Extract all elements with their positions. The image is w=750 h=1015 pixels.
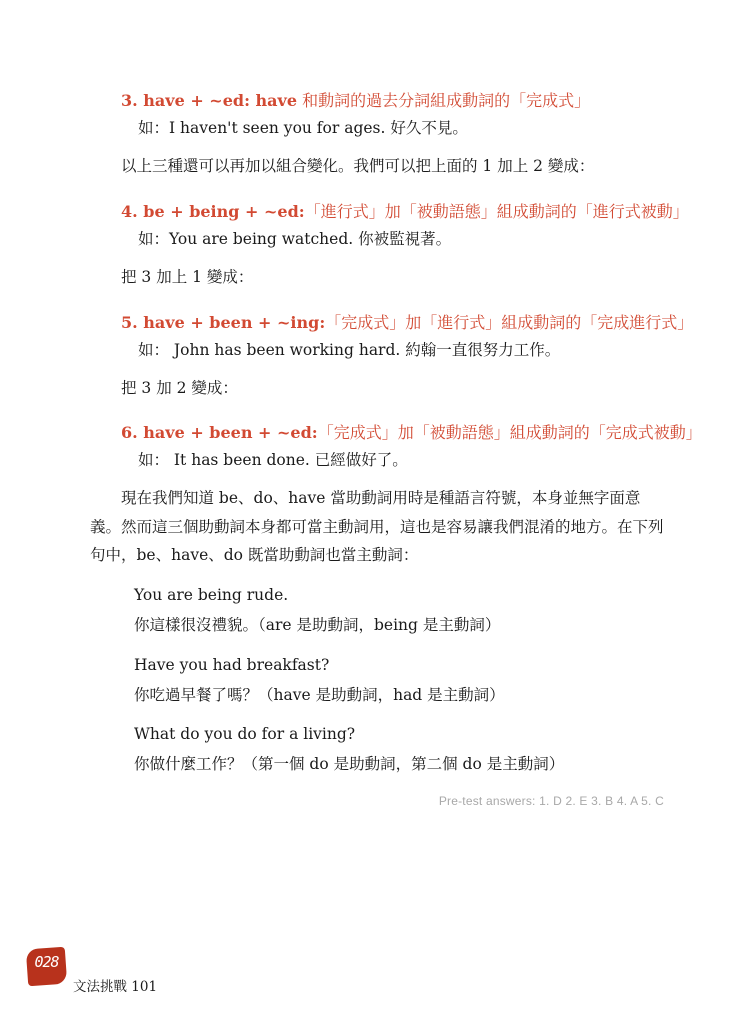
example-3-chinese: 你做什麼工作？（第一個 do 是助動詞，第二個 do 是主動詞） (134, 755, 565, 773)
pretest-answers: Pre-test answers: 1. D 2. E 3. B 4. A 5. C (438, 794, 664, 808)
intro-combination: 以上三種還可以再加以組合變化。我們可以把上面的 1 加上 2 變成： (121, 157, 595, 175)
section-4-formula: 4. be + being + ~ed: (121, 202, 305, 221)
section-6-heading (121, 420, 702, 443)
example-2-english: Have you had breakfast? (134, 656, 330, 674)
example-3-english: What do you do for a living? (134, 725, 356, 743)
section-3-description: 和動詞的過去分詞組成動詞的「完成式」 (297, 91, 591, 110)
book-title: 文法挑戰 101 (73, 979, 158, 995)
explanation-paragraph: 現在我們知道 be、do、have 當助動詞用時是種語言符號，本身並無字面意義。然而這三個助動詞本身都可當主動詞用，這也是容易讓我們混淆的地方。在下列句中，be、have、do 既當助動詞也當主動詞： (90, 489, 664, 564)
section-3-formula: 3. have + ~ed: have (121, 91, 298, 110)
section-6-description: 「完成式」加「被動語態」組成動詞的「完成式被動」 (317, 423, 702, 442)
section-5-example: 如： John has been working hard. 約翰一直很努力工作。 (138, 341, 561, 359)
page-number: 028 (34, 953, 59, 971)
section-6-formula: 6. have + been + ~ed: (121, 423, 318, 442)
section-4-heading (121, 199, 689, 222)
example-1-chinese: 你這樣很沒禮貌。（are 是助動詞，being 是主動詞） (134, 616, 501, 634)
section-5-formula: 5. have + been + ~ing: (121, 313, 326, 332)
section-3-heading (121, 88, 590, 111)
section-6-example: 如： It has been done. 已經做好了。 (138, 451, 408, 469)
section-3-example: 如：I haven't seen you for ages. 好久不見。 (138, 119, 468, 137)
section-4-description: 「進行式」加「被動語態」組成動詞的「進行式被動」 (304, 202, 689, 221)
section-5-description: 「完成式」加「進行式」組成動詞的「完成進行式」 (325, 313, 694, 332)
example-2-chinese: 你吃過早餐了嗎？（have 是助動詞，had 是主動詞） (134, 686, 505, 704)
intro-3-plus-2: 把 3 加 2 變成： (121, 379, 238, 397)
example-1-english: You are being rude. (134, 586, 289, 604)
section-4-example: 如：You are being watched. 你被監視著。 (138, 230, 452, 248)
intro-3-plus-1: 把 3 加上 1 變成： (121, 268, 254, 286)
section-5-heading (121, 310, 693, 333)
